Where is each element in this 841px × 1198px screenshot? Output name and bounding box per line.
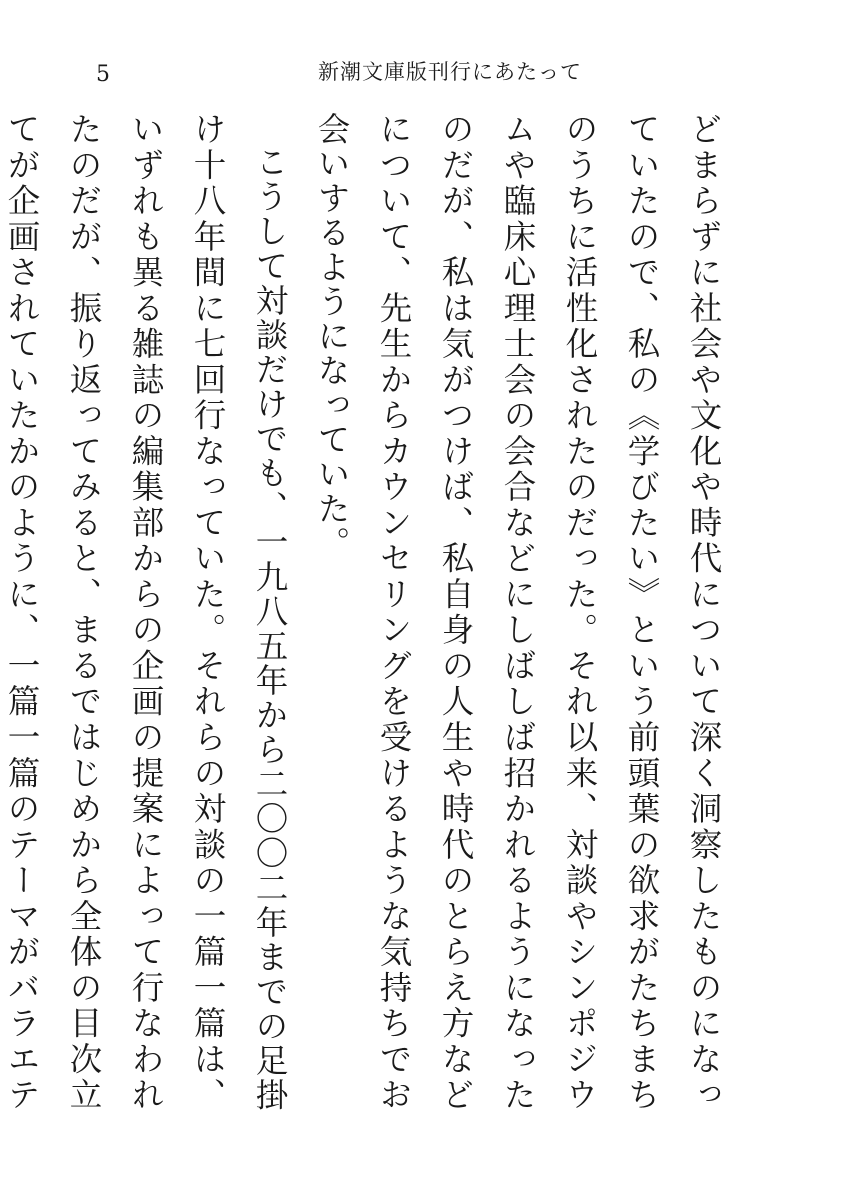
paragraph: どまらずに社会や文化や時代について深く洞察したものになっていたので、私の《学びたい》という前頭葉の欲求がたちまちのうちに活性化されたのだった。それ以来、対談やシンポジウムや臨床心理士会の会合などにしばしば招かれるようになったのだが、私は気がつけば、私自身の人生や時代のとらえ方などについて、先生からカウンセリングを受けるような気持ちでお会いするようになっていた。 (313, 112, 723, 1113)
vertical-body-text (3, 112, 735, 1113)
running-head: 新潮文庫版刊行にあたって (318, 60, 582, 84)
paragraph: こうして対談だけでも、一九八五年から二〇〇二年までの足掛け十八年間に七回行なっていた。それらの対談の一篇一篇は、いずれも異る雑誌の編集部からの企画の提案によって行なわれたのだが、振り返ってみると、まるではじめから全体の目次立てが企画されていたかのように、一篇一篇のテーマがバラエテ (3, 112, 289, 1112)
page-number: 5 (96, 62, 110, 87)
